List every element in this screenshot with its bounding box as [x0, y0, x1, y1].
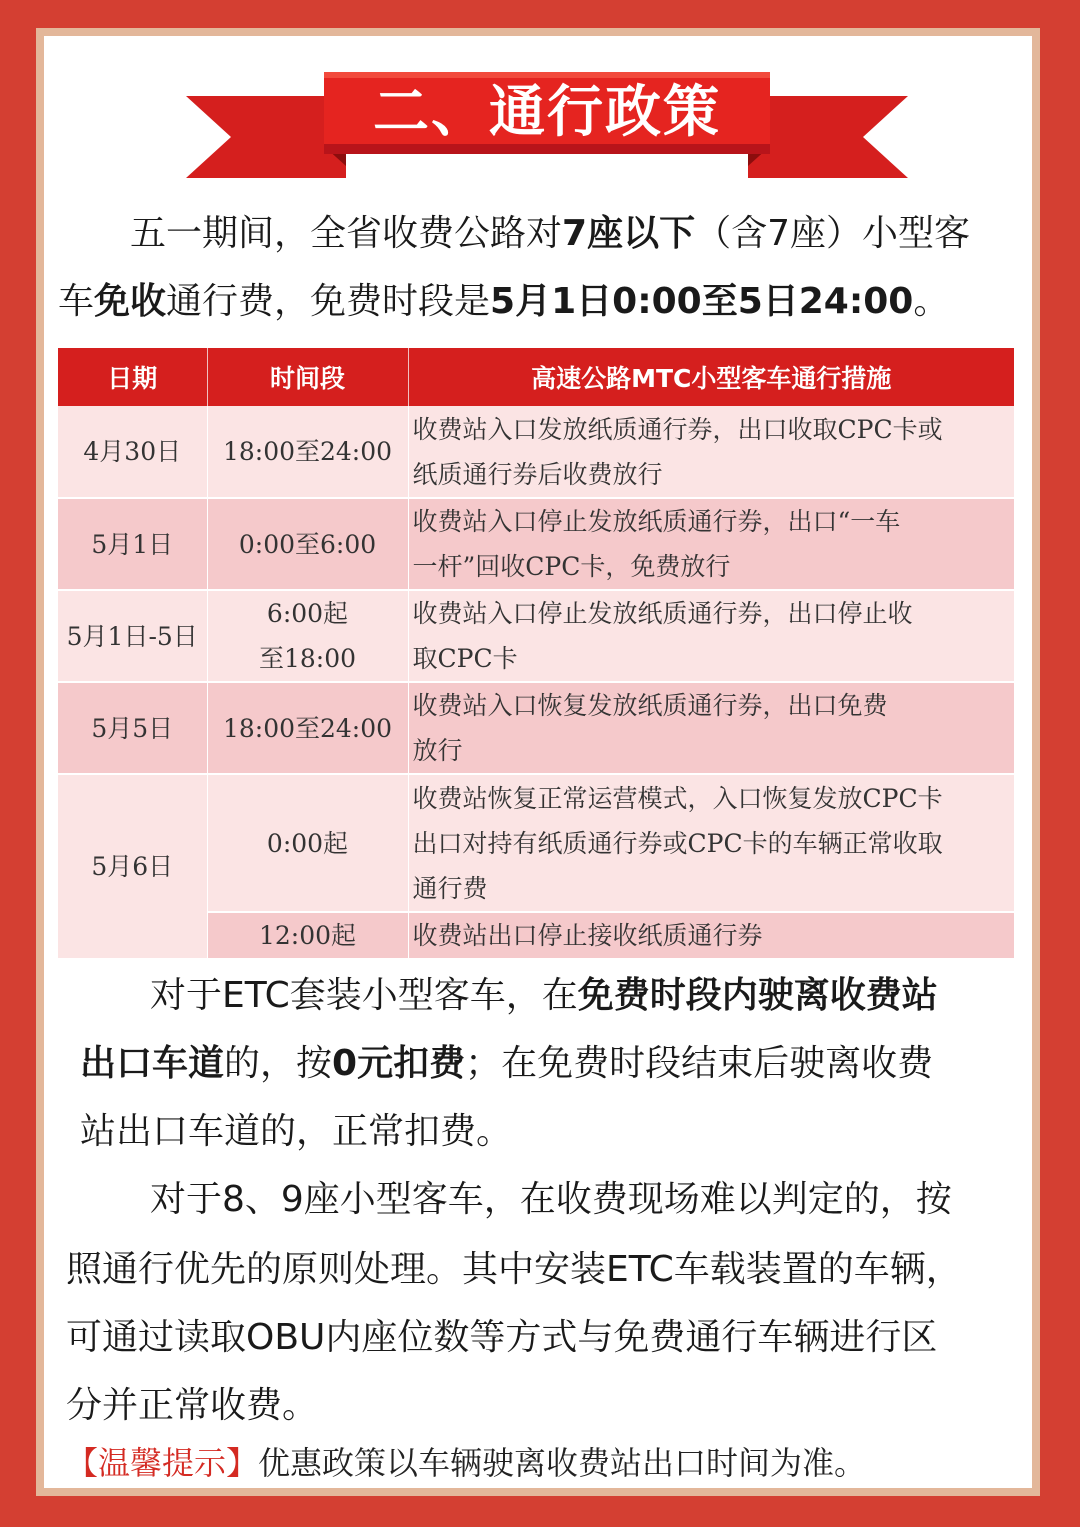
seats-line-4: 分并正常收费。: [66, 1385, 319, 1426]
measure-line: 收费站入口恢复发放纸质通行券，出口免费: [412, 691, 888, 720]
intro-text: 通行费，免费时段是: [166, 281, 491, 322]
etc-line-3: 站出口车道的，正常扣费。: [80, 1111, 513, 1152]
measure-line: 收费站入口停止发放纸质通行券，出口“一车: [412, 507, 901, 536]
measure-line: 收费站入口停止发放纸质通行券，出口停止收: [412, 599, 913, 628]
intro-text: 车: [58, 281, 95, 322]
etc-bold: 免费时段内驶离收费站: [577, 975, 938, 1016]
seats-line-1: 对于8、9座小型客车，在收费现场难以判定的，按: [150, 1179, 952, 1220]
cell-time: 18:00至24:00: [207, 682, 408, 774]
cell-measure: [408, 912, 1014, 959]
intro-bold-period: 5月1日0:00至5日24:00: [490, 281, 914, 322]
intro-line-2: [58, 268, 949, 336]
ribbon-banner: [186, 66, 908, 188]
measure-line: 取CPC卡: [412, 644, 518, 673]
table-row: [58, 682, 1014, 774]
cell-date: 5月5日: [58, 682, 207, 774]
seats-line-2: 照通行优先的原则处理。其中安装ETC车载装置的车辆，: [66, 1249, 962, 1290]
etc-line-2: [80, 1030, 933, 1098]
intro-line-1: [130, 200, 970, 268]
cell-time: 0:00至6:00: [207, 498, 408, 590]
col-header-measures: 高速公路MTC小型客车通行措施: [408, 348, 1014, 406]
policy-table: [58, 348, 1015, 960]
cell-measure: [408, 774, 1014, 912]
table-row: [58, 590, 1014, 682]
cell-measure: [408, 682, 1014, 774]
etc-bold: 出口车道: [80, 1043, 225, 1084]
measure-line: 放行: [412, 736, 463, 765]
col-header-time: 时间段: [207, 348, 408, 406]
table-row: [58, 498, 1014, 590]
tip-text: 优惠政策以车辆驶离收费站出口时间为准。: [258, 1444, 867, 1482]
measure-line: 收费站入口发放纸质通行券，出口收取CPC卡或: [412, 414, 943, 444]
table-row: [58, 774, 1014, 912]
page-title: 二、通行政策: [373, 80, 721, 145]
intro-text: 。: [913, 281, 950, 322]
warm-tip: [66, 1438, 866, 1488]
etc-bold: 0元扣费: [332, 1043, 466, 1084]
col-header-date: 日期: [58, 348, 207, 406]
cell-measure: [408, 498, 1014, 590]
time-line: 至18:00: [258, 644, 357, 673]
intro-text: 五一期间，全省收费公路对: [130, 213, 563, 254]
measure-line: 纸质通行券后收费放行: [412, 459, 663, 489]
intro-text: （含7座）小型客: [695, 213, 970, 254]
time-line: 6:00起: [266, 599, 349, 628]
measure-line: 通行费: [412, 873, 488, 903]
cell-date: 4月30日: [58, 406, 207, 498]
measure-line: 出口对持有纸质通行券或CPC卡的车辆正常收取: [412, 828, 943, 858]
etc-text: ；在免费时段结束后驶离收费: [465, 1043, 934, 1084]
measure-line: 收费站出口停止接收纸质通行券: [412, 921, 763, 950]
measure-line: 收费站恢复正常运营模式，入口恢复发放CPC卡: [412, 783, 943, 813]
cell-time: 0:00起: [207, 774, 408, 912]
cell-measure: [408, 590, 1014, 682]
table-row: [58, 406, 1014, 498]
etc-text: 对于ETC套装小型客车，在: [150, 975, 578, 1016]
intro-bold-seats: 7座以下: [562, 213, 696, 254]
cell-time: 18:00至24:00: [207, 406, 408, 498]
seats-line-3: 可通过读取OBU内座位数等方式与免费通行车辆进行区: [66, 1317, 938, 1358]
cell-measure: [408, 406, 1014, 498]
table-header-row: [58, 348, 1014, 406]
etc-text: 的，按: [224, 1043, 333, 1084]
etc-line-1: [150, 962, 938, 1030]
cell-time: 12:00起: [207, 912, 408, 959]
cell-date: 5月1日-5日: [58, 590, 207, 682]
cell-time: [207, 590, 408, 682]
cell-date: 5月6日: [58, 774, 207, 959]
measure-line: 一杆”回收CPC卡，免费放行: [412, 552, 731, 581]
cell-date: 5月1日: [58, 498, 207, 590]
intro-bold-free: 免收: [94, 281, 167, 322]
tip-label: 【温馨提示】: [66, 1444, 259, 1482]
